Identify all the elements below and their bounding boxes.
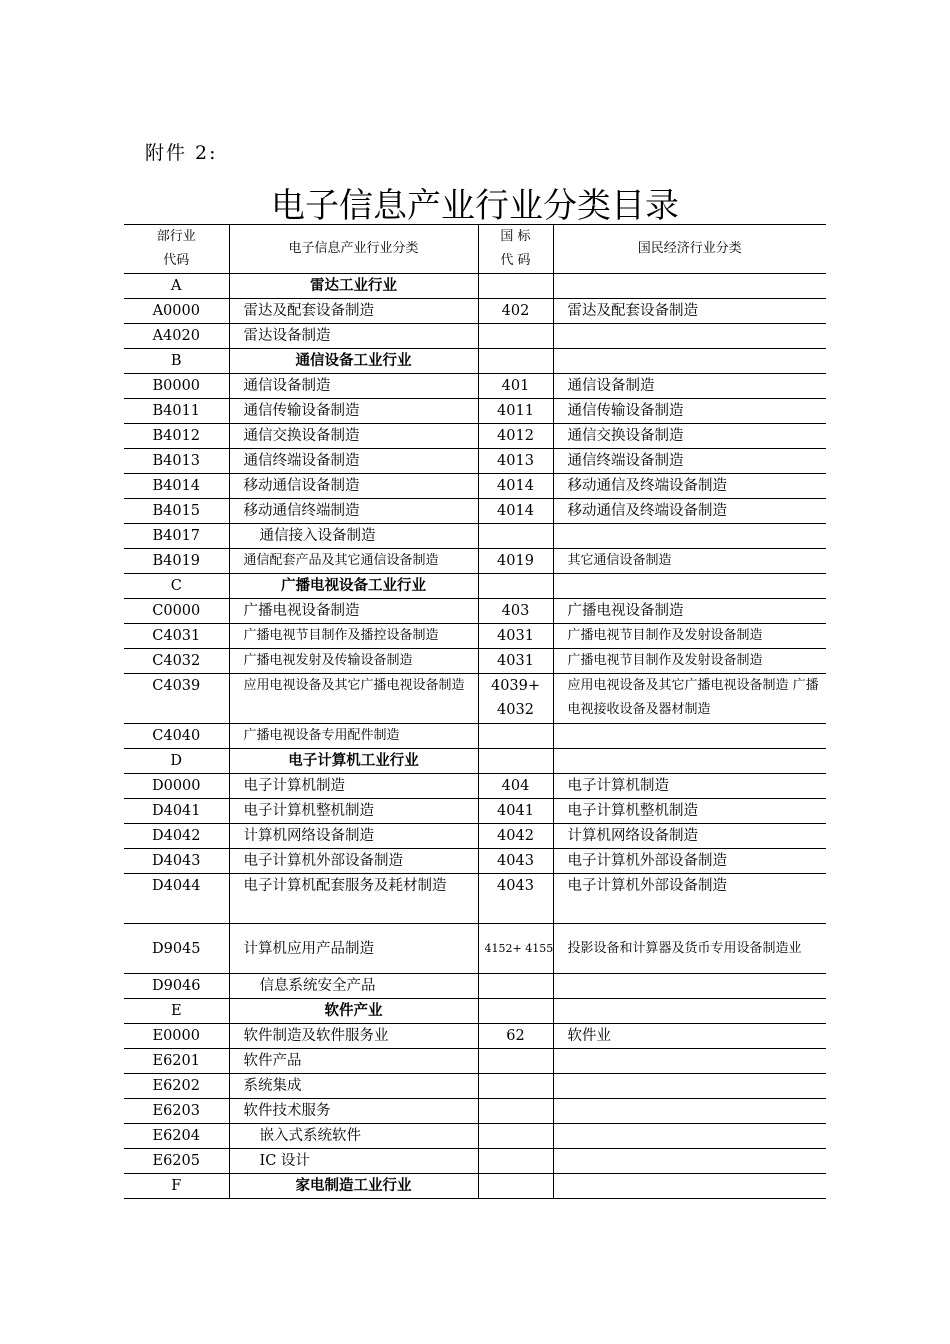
- ei-classification: 移动通信终端制造: [229, 499, 478, 524]
- national-classification: 电子计算机制造: [553, 774, 826, 799]
- gb-code: 4019: [478, 549, 553, 574]
- ei-classification: 电子计算机整机制造: [229, 799, 478, 824]
- ei-classification: 通信配套产品及其它通信设备制造: [229, 549, 478, 574]
- industry-code: E6201: [124, 1049, 229, 1074]
- industry-code: D9045: [124, 924, 229, 974]
- table-row: [124, 924, 826, 974]
- industry-code: E6204: [124, 1124, 229, 1149]
- section-name: 电子计算机工业行业: [229, 749, 478, 774]
- industry-code: B4012: [124, 424, 229, 449]
- section-row: [124, 574, 826, 599]
- ei-classification: 广播电视发射及传输设备制造: [229, 649, 478, 674]
- national-classification: 其它通信设备制造: [553, 549, 826, 574]
- ei-classification: 电子计算机配套服务及耗材制造: [229, 874, 478, 924]
- national-classification: 广播电视设备制造: [553, 599, 826, 624]
- table-row: [124, 974, 826, 999]
- industry-code: C4039: [124, 674, 229, 724]
- gb-code: 402: [478, 299, 553, 324]
- national-class-cell: [553, 999, 826, 1024]
- national-classification: 计算机网络设备制造: [553, 824, 826, 849]
- national-classification: 广播电视节目制作及发射设备制造: [553, 649, 826, 674]
- ei-classification: 计算机网络设备制造: [229, 824, 478, 849]
- ei-classification: IC 设计: [229, 1149, 478, 1174]
- ei-classification: 广播电视设备制造: [229, 599, 478, 624]
- ei-classification: 系统集成: [229, 1074, 478, 1099]
- table-row: [124, 624, 826, 649]
- table-row: [124, 1124, 826, 1149]
- gb-code: 4039+ 4032: [478, 674, 553, 724]
- table-row: [124, 1099, 826, 1124]
- section-name: 广播电视设备工业行业: [229, 574, 478, 599]
- gb-code-cell: [478, 349, 553, 374]
- table-row: [124, 599, 826, 624]
- gb-code: 4014: [478, 499, 553, 524]
- gb-code: [478, 1099, 553, 1124]
- industry-code: C4040: [124, 724, 229, 749]
- gb-code: 4152+ 4155: [478, 924, 553, 974]
- table-row: [124, 1049, 826, 1074]
- national-classification: 移动通信及终端设备制造: [553, 474, 826, 499]
- ei-classification: 应用电视设备及其它广播电视设备制造: [229, 674, 478, 724]
- national-classification: 广播电视节目制作及发射设备制造: [553, 624, 826, 649]
- section-name: 通信设备工业行业: [229, 349, 478, 374]
- industry-code: D4043: [124, 849, 229, 874]
- industry-code: B4017: [124, 524, 229, 549]
- national-classification: [553, 1124, 826, 1149]
- table-row: [124, 874, 826, 924]
- table-row: [124, 1024, 826, 1049]
- national-classification: 通信终端设备制造: [553, 449, 826, 474]
- table-row: [124, 724, 826, 749]
- ei-classification: 通信接入设备制造: [229, 524, 478, 549]
- header-industry-code: [124, 225, 229, 274]
- ei-classification: 电子计算机外部设备制造: [229, 849, 478, 874]
- industry-code: D0000: [124, 774, 229, 799]
- section-row: [124, 999, 826, 1024]
- gb-code: 403: [478, 599, 553, 624]
- header-gb-line2: 代 码: [500, 253, 531, 268]
- gb-code: [478, 1149, 553, 1174]
- section-code: B: [124, 349, 229, 374]
- attachment-label: 附件 2:: [145, 142, 218, 164]
- national-classification: [553, 974, 826, 999]
- header-code-line2: 代码: [163, 253, 190, 268]
- national-classification: 通信传输设备制造: [553, 399, 826, 424]
- table-row: [124, 474, 826, 499]
- national-classification: 电子计算机外部设备制造: [553, 874, 826, 924]
- section-row: [124, 349, 826, 374]
- national-classification: 通信设备制造: [553, 374, 826, 399]
- table-row: [124, 374, 826, 399]
- header-gb-line1: 国 标: [500, 229, 531, 244]
- table-row: [124, 1074, 826, 1099]
- national-class-cell: [553, 574, 826, 599]
- gb-code: 4043: [478, 874, 553, 924]
- gb-code: [478, 324, 553, 349]
- industry-code: C4031: [124, 624, 229, 649]
- ei-classification: 广播电视设备专用配件制造: [229, 724, 478, 749]
- ei-classification: 软件产品: [229, 1049, 478, 1074]
- gb-code-cell: [478, 999, 553, 1024]
- gb-code: 404: [478, 774, 553, 799]
- national-classification: [553, 1149, 826, 1174]
- national-class-cell: [553, 749, 826, 774]
- header-national-code: [478, 225, 553, 274]
- national-classification: [553, 724, 826, 749]
- section-code: D: [124, 749, 229, 774]
- industry-code: C4032: [124, 649, 229, 674]
- national-class-cell: [553, 274, 826, 299]
- ei-classification: 计算机应用产品制造: [229, 924, 478, 974]
- gb-code: 4043: [478, 849, 553, 874]
- section-name: 家电制造工业行业: [229, 1174, 478, 1199]
- industry-code: D9046: [124, 974, 229, 999]
- gb-code-cell: [478, 749, 553, 774]
- header-ei-classification: 电子信息产业行业分类: [229, 225, 478, 274]
- gb-code: 4014: [478, 474, 553, 499]
- gb-code-cell: [478, 274, 553, 299]
- gb-code: [478, 1049, 553, 1074]
- industry-code: E6202: [124, 1074, 229, 1099]
- table-row: [124, 549, 826, 574]
- national-classification: 软件业: [553, 1024, 826, 1049]
- industry-classification-table: [124, 224, 826, 1199]
- table-row: [124, 674, 826, 724]
- gb-code: 4042: [478, 824, 553, 849]
- industry-code: B4011: [124, 399, 229, 424]
- gb-code: 4012: [478, 424, 553, 449]
- national-classification: 雷达及配套设备制造: [553, 299, 826, 324]
- ei-classification: 通信传输设备制造: [229, 399, 478, 424]
- industry-code: B4014: [124, 474, 229, 499]
- ei-classification: 电子计算机制造: [229, 774, 478, 799]
- table-row: [124, 399, 826, 424]
- section-row: [124, 274, 826, 299]
- ei-classification: 软件制造及软件服务业: [229, 1024, 478, 1049]
- ei-classification: 嵌入式系统软件: [229, 1124, 478, 1149]
- gb-code: 401: [478, 374, 553, 399]
- table-row: [124, 774, 826, 799]
- industry-code: D4041: [124, 799, 229, 824]
- national-classification: 应用电视设备及其它广播电视设备制造 广播电视接收设备及器材制造: [553, 674, 826, 724]
- section-row: [124, 749, 826, 774]
- gb-code-cell: [478, 574, 553, 599]
- gb-code: [478, 974, 553, 999]
- national-classification: [553, 324, 826, 349]
- table-row: [124, 324, 826, 349]
- national-classification: [553, 1049, 826, 1074]
- ei-classification: 雷达及配套设备制造: [229, 299, 478, 324]
- industry-code: B4019: [124, 549, 229, 574]
- industry-code: D4042: [124, 824, 229, 849]
- table-row: [124, 799, 826, 824]
- industry-code: A4020: [124, 324, 229, 349]
- section-code: C: [124, 574, 229, 599]
- gb-code: 4041: [478, 799, 553, 824]
- table-row: [124, 524, 826, 549]
- national-classification: 电子计算机整机制造: [553, 799, 826, 824]
- industry-code: E6205: [124, 1149, 229, 1174]
- section-code: E: [124, 999, 229, 1024]
- gb-code: 62: [478, 1024, 553, 1049]
- table-row: [124, 824, 826, 849]
- gb-code-cell: [478, 1174, 553, 1199]
- section-code: F: [124, 1174, 229, 1199]
- table-row: [124, 649, 826, 674]
- gb-code: 4011: [478, 399, 553, 424]
- section-row: [124, 1174, 826, 1199]
- header-national-economy-classification: 国民经济行业分类: [553, 225, 826, 274]
- gb-code: 4031: [478, 624, 553, 649]
- national-classification: 移动通信及终端设备制造: [553, 499, 826, 524]
- gb-code: 4031: [478, 649, 553, 674]
- industry-code: B4015: [124, 499, 229, 524]
- gb-code: [478, 524, 553, 549]
- industry-code: E0000: [124, 1024, 229, 1049]
- national-classification: [553, 1074, 826, 1099]
- table-row: [124, 499, 826, 524]
- header-row: [124, 225, 826, 274]
- section-code: A: [124, 274, 229, 299]
- section-name: 雷达工业行业: [229, 274, 478, 299]
- table-row: [124, 299, 826, 324]
- gb-code: [478, 1124, 553, 1149]
- national-classification: 投影设备和计算器及货币专用设备制造业: [553, 924, 826, 974]
- ei-classification: 通信设备制造: [229, 374, 478, 399]
- industry-code: B4013: [124, 449, 229, 474]
- table-row: [124, 424, 826, 449]
- table-body: [124, 225, 826, 1199]
- section-name: 软件产业: [229, 999, 478, 1024]
- gb-code: [478, 1074, 553, 1099]
- gb-code: 4013: [478, 449, 553, 474]
- national-class-cell: [553, 349, 826, 374]
- industry-code: B0000: [124, 374, 229, 399]
- national-classification: 通信交换设备制造: [553, 424, 826, 449]
- table-row: [124, 849, 826, 874]
- industry-code: C0000: [124, 599, 229, 624]
- industry-code: A0000: [124, 299, 229, 324]
- ei-classification: 信息系统安全产品: [229, 974, 478, 999]
- gb-code: [478, 724, 553, 749]
- industry-code: E6203: [124, 1099, 229, 1124]
- ei-classification: 广播电视节目制作及播控设备制造: [229, 624, 478, 649]
- ei-classification: 移动通信设备制造: [229, 474, 478, 499]
- ei-classification: 通信交换设备制造: [229, 424, 478, 449]
- national-classification: 电子计算机外部设备制造: [553, 849, 826, 874]
- industry-code: D4044: [124, 874, 229, 924]
- national-class-cell: [553, 1174, 826, 1199]
- national-classification: [553, 524, 826, 549]
- table-row: [124, 449, 826, 474]
- ei-classification: 软件技术服务: [229, 1099, 478, 1124]
- ei-classification: 雷达设备制造: [229, 324, 478, 349]
- document-title: 电子信息产业行业分类目录: [271, 186, 679, 226]
- national-classification: [553, 1099, 826, 1124]
- ei-classification: 通信终端设备制造: [229, 449, 478, 474]
- header-code-line1: 部行业: [156, 229, 196, 244]
- table-row: [124, 1149, 826, 1174]
